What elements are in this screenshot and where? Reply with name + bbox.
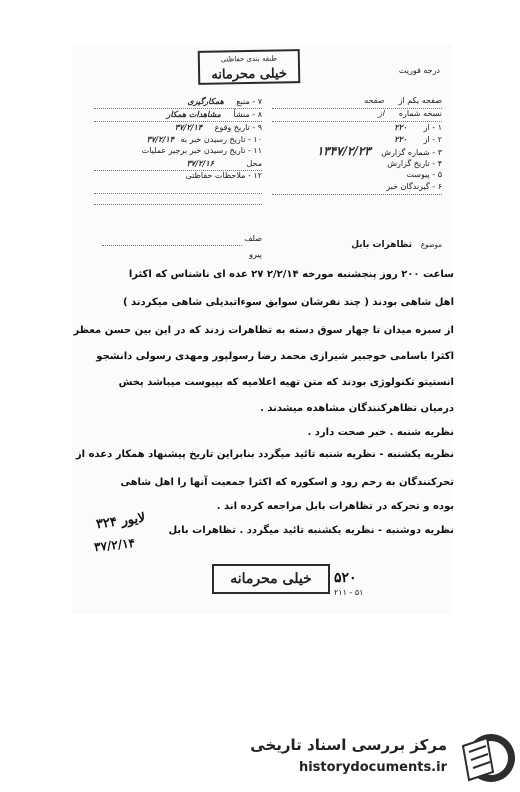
field-label: صفحه یکم از (398, 96, 442, 105)
field-value: صفحه (363, 96, 385, 105)
field-label: ۱۱ - تاریخ رسیدن خبر برجیر عملیات (141, 146, 262, 155)
field-label: ۳ - شماره گزارش (381, 148, 442, 157)
report-date-field (272, 158, 442, 170)
field-value: ۳۷/۲/۱۴ (146, 134, 174, 144)
body-line: ساعت ۲۰۰ روز پنجشنبه مورخه ۲/۲/۱۴ ۲۷ عده ای ناشناس که اکثرا (128, 269, 454, 280)
urgency-label: درجه فوریت (398, 66, 440, 75)
event-date-field (94, 122, 262, 134)
body-line: نظریه یکشنبه - نظریه شنبه تائید میگردد بنابراین تاریخ پیشنهاد همکار دعده از (75, 449, 454, 460)
field-value: ۳۷/۲/۱۴ (174, 122, 203, 132)
from-field (272, 122, 442, 134)
subject-label: موضوع (420, 241, 442, 249)
left-fields (94, 96, 262, 205)
side-label-2: پیرو (249, 250, 262, 259)
field-label: ۱۰ - تاریخ رسیدن خبر به (180, 135, 262, 144)
received-date-field (94, 134, 262, 146)
field-value: ۳۷/۲/۱۶ (186, 158, 214, 168)
field-label: ۸ - منشأ (233, 110, 262, 119)
report-number-field (272, 146, 442, 158)
field-value: مشاهدات همکار (166, 109, 221, 119)
top-classification-stamp (198, 49, 301, 85)
field-label: ۵ - پیوست (406, 170, 442, 179)
body-line: از سبزه میدان تا چهار سوق دسته به تظاهرات زدند که در این بین حسن معظر (73, 325, 454, 336)
recipients-field (272, 182, 442, 195)
source-field (94, 96, 262, 109)
field-value: همکارگیری (187, 96, 224, 106)
body-line: انستیتو تکنولوژی بودند که متن تهیه اعلامیه که بپیوست میباشد پخش (118, 377, 454, 388)
field-label: ۷ - منبع (236, 97, 262, 106)
body-line: بوده و تحرکه در تظاهرات بابل مراجعه کرده اند . (216, 501, 454, 512)
copy-field (272, 109, 442, 122)
field-label: ۴ - تاریخ گزارش (387, 159, 442, 168)
side-line (102, 244, 242, 246)
field-value: ۱۳۴۷/۲/۲۳ (316, 144, 371, 158)
right-fields (272, 96, 442, 195)
blank-line (94, 194, 262, 205)
attachment-field (272, 170, 442, 182)
subject-value: تظاهرات بابل (351, 240, 413, 250)
page-field (272, 96, 442, 109)
field-label: ۱ - از (423, 123, 442, 132)
blank-line (94, 183, 262, 194)
archive-title: مرکز بررسی اسناد تاریخی (250, 736, 447, 754)
origin-field (94, 109, 262, 122)
margin-note: ۳۲۴ لایور (95, 510, 147, 533)
location-field (94, 158, 262, 171)
bottom-classification-stamp (212, 564, 330, 594)
body-line: تحرکنندگان به رحم رود و اسکوره که اکثرا جمعیت آنها را اهل شاهی (120, 477, 454, 488)
subject-row (282, 240, 442, 251)
field-value: ۲۲۰ (394, 134, 408, 144)
document-code: ۲۱۱ - ۵۱ (334, 588, 364, 597)
margin-date: ۳۷/۲/۱۴ (93, 535, 136, 555)
document-archive-logo-icon (453, 728, 515, 786)
field-label: ۶ - گیرندگان خبر (386, 182, 442, 191)
field-value: از (378, 109, 385, 118)
body-line: درمیان تظاهرکنندگان مشاهده میشدند . (260, 403, 454, 414)
body-line: اکثرا باسامی خوجبیر شیرازی محمد رضا رسولپور ومهدی رسولی دانشجو (96, 351, 454, 362)
stamp-small-caption: طبقه بندی حفاظتی (220, 54, 278, 64)
field-label: ۲ - از (423, 135, 442, 144)
ops-date-field (94, 146, 262, 158)
body-line: نظریه شنبه . خبر صحت دارد . (307, 427, 454, 438)
field-label: محل (246, 159, 262, 168)
body-line: نظریه دوشنبه - نظریه یکشنبه تائید میگردد . تظاهرات بابل (168, 525, 454, 536)
body-line: اهل شاهی بودند ( چند نفرشان سوابق سوءاتبدیلی شاهی میکردند ) (122, 297, 454, 308)
field-label: ۹ - تاریخ وقوع (214, 123, 262, 132)
archive-logo-block (230, 728, 515, 786)
stamp-bottom-text: خیلی محرمانه (230, 571, 312, 587)
archive-url: historydocuments.ir (298, 760, 447, 775)
field-label: نسخه شماره (398, 109, 442, 118)
signature-mark: ۵۲۰ (334, 570, 357, 586)
side-label-1: صلف (244, 234, 262, 243)
field-value: ۲۲۰ (394, 122, 408, 132)
security-notes-field (94, 171, 262, 183)
field-label: ۱۲ - ملاحظات حفاظتی (185, 171, 262, 180)
stamp-main-text: خیلی محرمانه (211, 66, 288, 83)
